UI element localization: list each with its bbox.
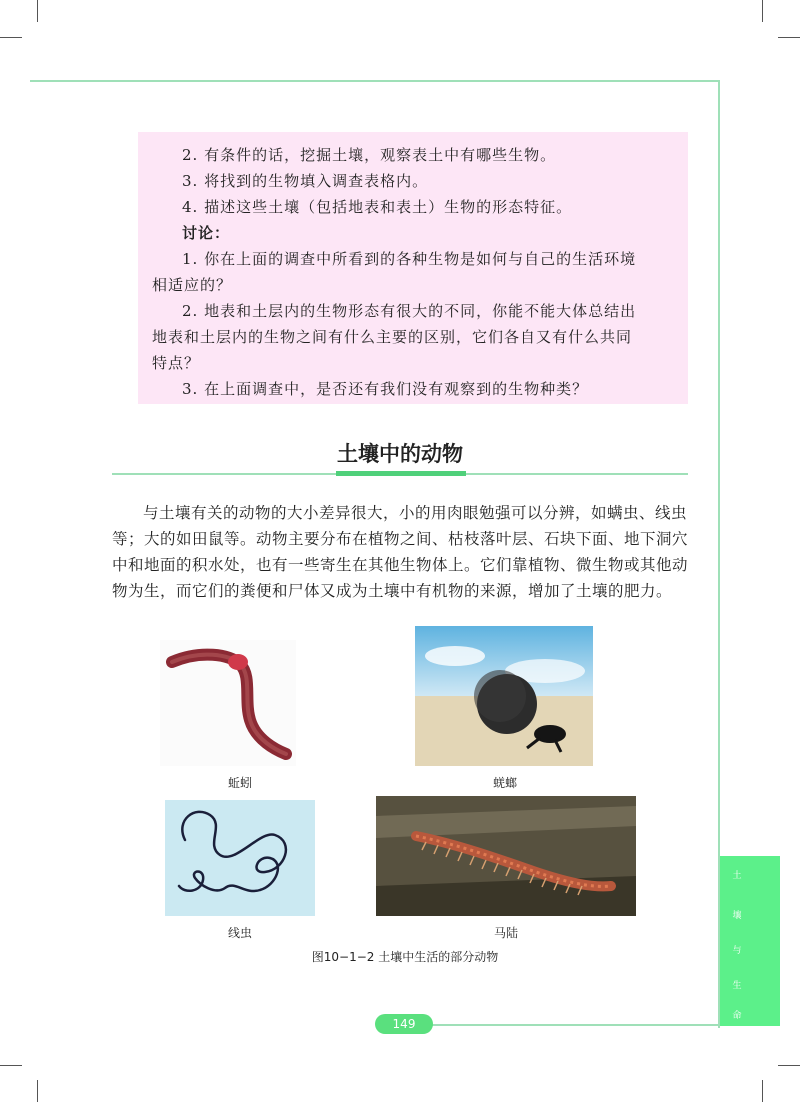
crop-mark — [778, 37, 800, 38]
activity-box — [138, 132, 688, 404]
question-text: 特点？ — [152, 354, 201, 372]
side-tab-char: 壤 — [732, 911, 742, 921]
page-frame-top — [30, 80, 720, 82]
page-number: 149 — [375, 1014, 433, 1034]
earthworm-caption: 蚯蚓 — [227, 776, 252, 790]
section-title: 土壤中的动物 — [337, 442, 463, 466]
millipede-photo — [376, 796, 636, 916]
side-tab-char: 与 — [732, 946, 742, 956]
crop-mark — [0, 1065, 22, 1066]
body-paragraph-block — [112, 500, 692, 604]
question-text: 地表和土层内的生物之间有什么主要的区别，它们各自又有什么共同 — [152, 328, 633, 346]
nematode-photo — [165, 800, 315, 916]
earthworm-photo — [160, 640, 296, 766]
body-paragraph: 与土壤有关的动物的大小差异很大，小的用肉眼勉强可以分辨，如螨虫、线虫等；大的如田鼠等。动物主要分布在植物之间、枯枝落叶层、石块下面、地下洞穴中和地面的积水处，也有一些寄生在其他生物体上。它们靠植物、微生物或其他动物为生，而它们的粪便和尸体又成为土壤中有机物的来源，增加了土壤的肥力。 — [112, 504, 689, 600]
step-item: 3. 将找到的生物填入调查表格内。 — [182, 172, 429, 190]
step-item: 4. 描述这些土壤（包括地表和表土）生物的形态特征。 — [182, 198, 573, 216]
question-text: 1. 你在上面的调查中所看到的各种生物是如何与自己的生活环境 — [182, 250, 637, 268]
nematode-caption: 线虫 — [227, 926, 252, 940]
discussion-label: 讨论： — [182, 224, 231, 242]
crop-mark — [0, 37, 22, 38]
dung-beetle-caption: 蜣螂 — [492, 776, 517, 790]
crop-mark — [37, 1080, 38, 1102]
crop-mark — [778, 1065, 800, 1066]
crop-mark — [762, 0, 763, 22]
title-accent-bar — [336, 471, 466, 476]
step-item: 2. 有条件的话，挖掘土壤，观察表土中有哪些生物。 — [182, 146, 557, 164]
crop-mark — [762, 1080, 763, 1102]
question-text: 3. 在上面调查中，是否还有我们没有观察到的生物种类？ — [182, 380, 589, 398]
side-tab-char: 生 — [732, 981, 742, 991]
crop-mark — [37, 0, 38, 22]
question-text: 2. 地表和土层内的生物形态有很大的不同，你能不能大体总结出 — [182, 302, 637, 320]
figure-caption: 图10−1−2 土壤中生活的部分动物 — [311, 950, 499, 964]
dung-beetle-photo — [415, 626, 593, 766]
millipede-caption: 马陆 — [493, 926, 518, 940]
chapter-side-tab — [720, 856, 780, 1026]
side-tab-char: 命 — [732, 1011, 742, 1021]
question-text: 相适应的？ — [152, 276, 233, 294]
side-tab-char: 土 — [732, 871, 742, 881]
page-frame-bottom — [430, 1024, 720, 1026]
